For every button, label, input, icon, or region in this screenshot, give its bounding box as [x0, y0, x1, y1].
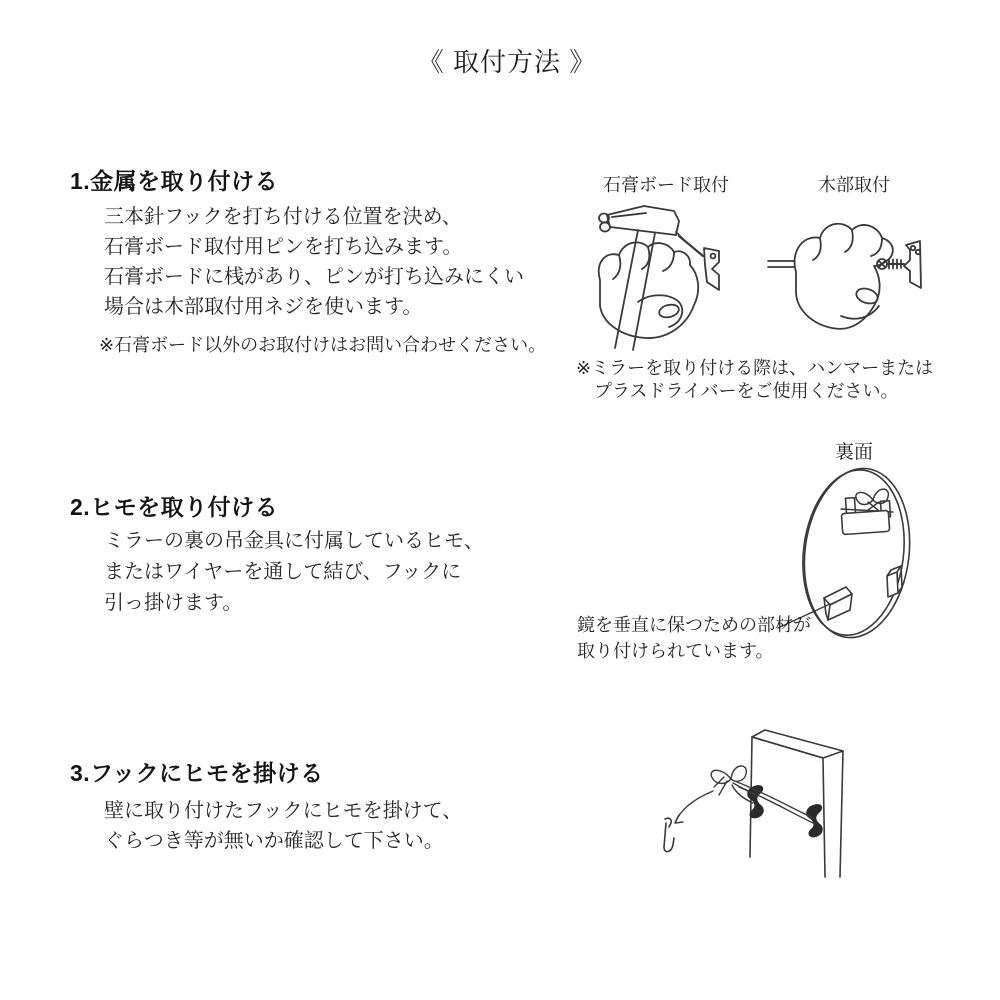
mirror-panel-icon	[750, 730, 843, 877]
page-title: 《 取付方法 》	[417, 47, 597, 77]
mirror-disc-icon	[794, 462, 919, 644]
section-3-line-2: ぐらつき等が無いか確認して下さい。	[104, 830, 444, 852]
section-1-line-4: 場合は木部取付用ネジを使います。	[104, 296, 423, 318]
hand-icon	[795, 224, 893, 329]
section-3-line-1: 壁に取り付けたフックにヒモを掛けて、	[104, 800, 463, 822]
guide-arrow-icon	[675, 791, 713, 823]
section-2-line-2: またはワイヤーを通して結び、フックに	[104, 561, 462, 583]
section-1-heading: 1.金属を取り付ける	[70, 168, 279, 194]
wood-hook-icon	[904, 241, 921, 288]
section-3-body	[104, 796, 462, 856]
hand-icon	[599, 242, 698, 338]
stopper-block-left-icon	[824, 587, 852, 620]
tools-note-line-2: プラスドライバーをご使用ください。	[594, 381, 899, 401]
section-1-body	[104, 202, 524, 322]
section-1-line-1: 三本針フックを打ち付ける位置を決め、	[104, 206, 462, 228]
section-3-heading: 3.フックにヒモを掛ける	[70, 760, 324, 786]
section-1-note: ※石膏ボード以外のお取付けはお問い合わせください。	[99, 335, 547, 355]
bracket-hooks-icon	[747, 785, 823, 837]
section-2-heading: 2.ヒモを取り付ける	[70, 494, 279, 520]
panel-string-hook-icon	[620, 715, 900, 890]
section-1-line-2: 石膏ボード取付用ピンを打ち込みます。	[104, 236, 463, 258]
plasterboard-figure-label: 石膏ボード取付	[603, 175, 729, 195]
string-icon	[732, 782, 815, 824]
screwdriver-hand-icon	[766, 208, 926, 350]
mirror-back-label: 裏面	[835, 442, 874, 463]
section-1-line-3: 石膏ボードに桟があり、ピンが打ち込みにくい	[104, 266, 524, 288]
section-2-body	[104, 526, 484, 619]
mirror-back-caption-line-1: 鏡を垂直に保つための部材が	[577, 615, 811, 635]
three-pin-hook-icon	[704, 248, 719, 290]
mirror-back-caption-line-2: 取り付けられています。	[577, 641, 774, 661]
section-2-line-1: ミラーの裏の吊金具に付属しているヒモ、	[104, 530, 484, 552]
mirror-back-caption	[577, 612, 811, 664]
hammer-hand-icon	[586, 202, 728, 352]
section-2-line-3: 引っ掛けます。	[104, 592, 243, 614]
wall-hook-icon	[664, 818, 674, 851]
wood-figure-label: 木部取付	[818, 175, 890, 195]
tools-note	[576, 357, 933, 403]
hanging-bracket-icon	[841, 498, 893, 535]
string-bow-icon	[711, 766, 746, 795]
tools-note-line-1: ※ミラーを取り付ける際は、ハンマーまたは	[576, 358, 934, 378]
